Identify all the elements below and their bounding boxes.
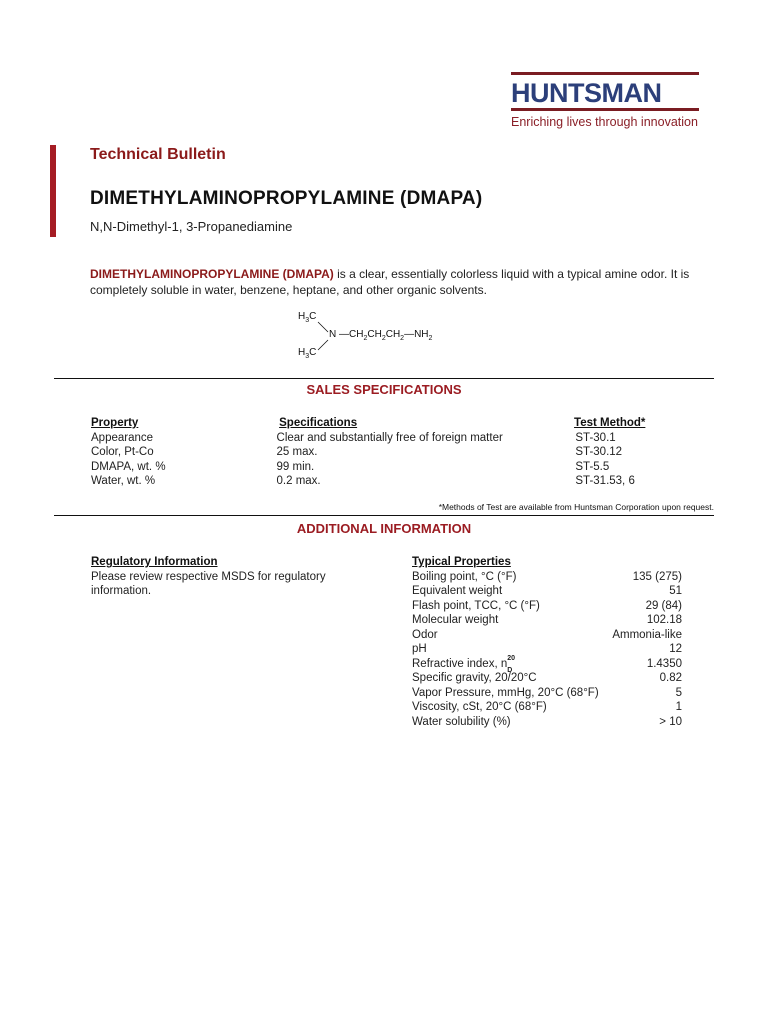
list-item <box>412 584 682 599</box>
property-value: 102.18 <box>646 614 682 626</box>
document-subtitle: N,N-Dimethyl-1, 3-Propanediamine <box>90 219 293 234</box>
intro-lead: DIMETHYLAMINOPROPYLAMINE (DMAPA) <box>90 267 334 281</box>
property-value: 29 (84) <box>645 599 682 612</box>
logo-top-bar <box>511 72 699 75</box>
list-item <box>412 642 682 657</box>
table-row <box>91 460 671 475</box>
cell-specification: 25 max. <box>276 446 318 458</box>
table-row <box>91 431 671 446</box>
property-value: > 10 <box>659 715 682 728</box>
table-row <box>91 474 671 489</box>
logo-tagline: Enriching lives through innovation <box>511 115 698 129</box>
cell-test-method: ST-31.53, 6 <box>575 475 635 487</box>
property-label: Specific gravity, 20/20°C <box>412 672 537 684</box>
structure-chain: N $—CH_2CH_2CH_2—NH_2$ <box>329 329 433 342</box>
sales-specifications-heading: SALES SPECIFICATIONS <box>306 382 462 397</box>
cell-property: DMAPA, wt. % <box>91 460 166 473</box>
property-value: 51 <box>669 585 682 597</box>
list-item <box>412 654 682 674</box>
cell-test-method: ST-30.12 <box>575 446 623 458</box>
property-label: Vapor Pressure, mmHg, 20°C (68°F) <box>412 686 599 699</box>
cell-property: Color, Pt-Co <box>91 446 154 458</box>
cell-specification: 99 min. <box>276 460 315 473</box>
intro-text: is a clear, essentially colorless liquid with a typical amine odor. It is completely soluble in water, benzene, heptane, and other organic solvents. <box>90 267 690 297</box>
property-label: Flash point, TCC, °C (°F) <box>412 599 540 612</box>
cell-specification: 0.2 max. <box>276 475 321 487</box>
table-header <box>91 416 671 431</box>
list-item <box>412 686 682 701</box>
table-row <box>91 445 671 460</box>
property-value: 12 <box>669 643 682 655</box>
property-label: pH <box>412 643 427 655</box>
company-logo: HUNTSMAN <box>511 78 662 108</box>
document-title: DIMETHYLAMINOPROPYLAMINE (DMAPA) <box>90 188 483 209</box>
typical-properties <box>412 555 682 729</box>
regulatory-title: Regulatory Information <box>91 556 218 568</box>
property-value: Ammonia-like <box>612 628 682 641</box>
col-header-test-method: Test Method* <box>574 417 646 429</box>
regulatory-text: Please review respective MSDS for regulatory information. <box>91 570 326 597</box>
list-item <box>412 613 682 628</box>
list-item <box>412 700 682 715</box>
property-label: Boiling point, °C (°F) <box>412 570 517 583</box>
structure-bonds <box>316 318 330 354</box>
list-item <box>412 671 682 686</box>
property-value: 135 (275) <box>632 570 682 583</box>
property-value: 5 <box>675 686 682 699</box>
property-value: 1.4350 <box>646 657 682 670</box>
list-item <box>412 599 682 614</box>
logo-bottom-bar <box>511 108 699 111</box>
cell-specification: Clear and substantially free of foreign matter <box>276 431 503 444</box>
test-methods-footnote: *Methods of Test are available from Huntsman Corporation upon request. <box>438 502 714 512</box>
additional-information-heading: ADDITIONAL INFORMATION <box>296 521 472 536</box>
regulatory-information <box>91 555 361 599</box>
list-item <box>412 570 682 585</box>
refractive-index-label <box>412 654 516 674</box>
property-label: Equivalent weight <box>412 585 503 597</box>
property-label: Odor <box>412 628 438 641</box>
accent-bar <box>50 145 56 237</box>
property-label: Viscosity, cSt, 20°C (68°F) <box>412 701 547 713</box>
cell-test-method: ST-5.5 <box>575 460 610 473</box>
col-header-specifications: Specifications <box>279 417 358 429</box>
intro-paragraph <box>90 266 710 298</box>
cell-test-method: ST-30.1 <box>575 431 616 444</box>
col-header-property: Property <box>91 417 139 429</box>
divider <box>54 515 714 516</box>
structure-top-group: $H_3C$ <box>298 311 317 324</box>
cell-property: Water, wt. % <box>91 475 156 487</box>
typical-properties-title: Typical Properties <box>412 556 511 568</box>
divider <box>54 378 714 379</box>
list-item <box>412 715 682 730</box>
list-item <box>412 628 682 643</box>
cell-property: Appearance <box>91 431 154 444</box>
structure-bottom-group: $H_3C$ <box>298 347 317 360</box>
property-label: Water solubility (%) <box>412 715 511 728</box>
property-value: 1 <box>675 701 682 713</box>
ri-subscript: D <box>507 666 513 674</box>
property-value: 0.82 <box>659 672 682 684</box>
property-label: Molecular weight <box>412 614 499 626</box>
sales-spec-table <box>91 416 671 489</box>
bulletin-label: Technical Bulletin <box>90 146 226 163</box>
property-label: Refractive index, n <box>412 657 508 670</box>
ri-superscript: 20 <box>507 654 516 662</box>
